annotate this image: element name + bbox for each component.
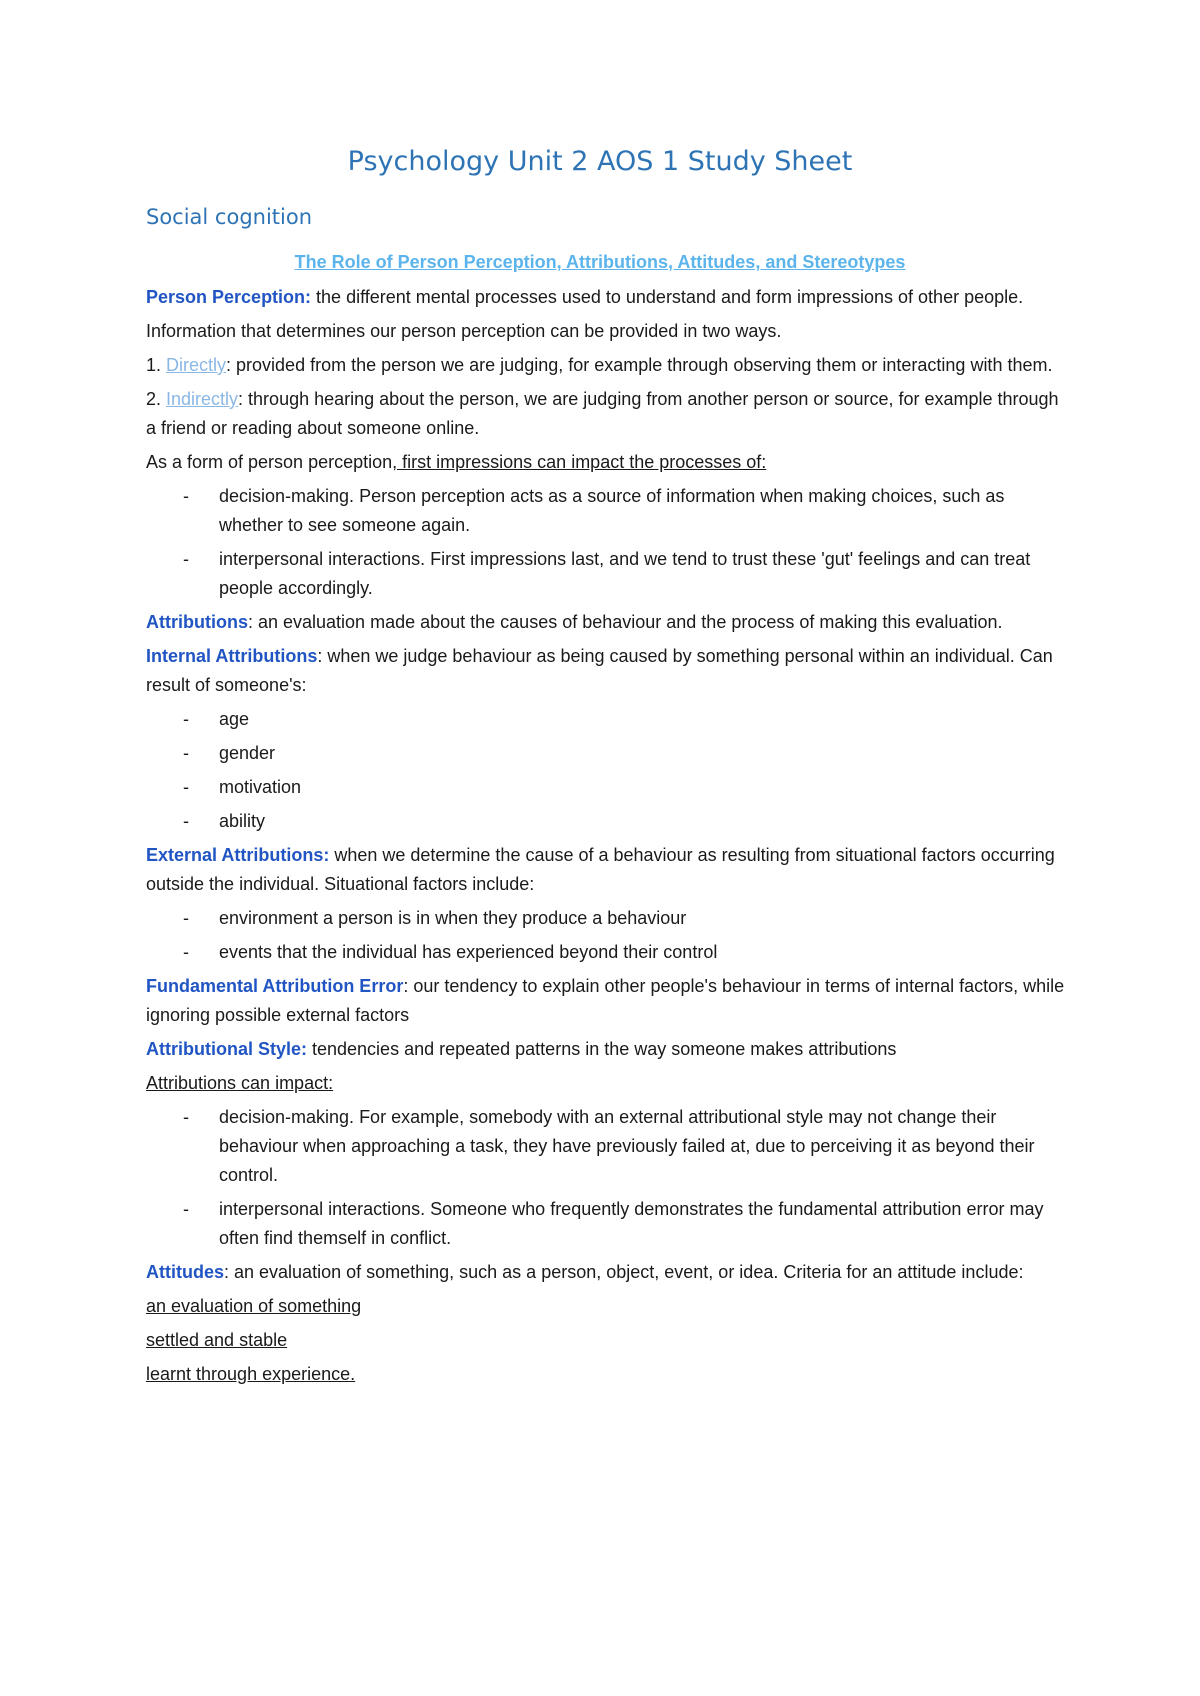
term-fae: Fundamental Attribution Error [146, 976, 404, 996]
fae-definition: Fundamental Attribution Error: our tendency to explain other people's behaviour in terms of internal factors, while ignoring possible external factors [146, 976, 1065, 1025]
internal-attributions-definition: Internal Attributions: when we judge behaviour as being caused by something personal within an individual. Can result of someone's: [146, 646, 1053, 695]
indirectly-item: 2. Indirectly: through hearing about the person, we are judging from another person or source, for example through a friend or reading about someone online. [146, 389, 1059, 438]
list-item: - environment a person is in when they produce a behaviour [146, 904, 1066, 933]
first-impressions-intro: As a form of person perception, first impressions can impact the processes of: [146, 452, 767, 472]
attributions-definition: Attributions: an evaluation made about the causes of behaviour and the process of making this evaluation. [146, 612, 1003, 632]
criteria-item: an evaluation of something [146, 1296, 362, 1316]
dash-bullet: - [183, 1199, 189, 1219]
list-item: - age [146, 705, 1066, 734]
list-item: - decision-making. Person perception acts as a source of information when making choices, such as whether to see someone again. [146, 482, 1066, 540]
impact-heading: Attributions can impact: [146, 1073, 334, 1093]
term-internal-attributions: Internal Attributions [146, 646, 318, 666]
dash-bullet: - [183, 486, 189, 506]
dash-bullet: - [183, 811, 189, 831]
document-title: Psychology Unit 2 AOS 1 Study Sheet [347, 146, 853, 177]
external-attributions-definition: External Attributions: when we determine the cause of a behaviour as resulting from situational factors occurring outside the individual. Situational factors include: [146, 845, 1055, 894]
attitudes-definition: Attitudes: an evaluation of something, such as a person, object, event, or idea. Criteria for an attitude include: [146, 1262, 1024, 1282]
list-item: - events that the individual has experienced beyond their control [146, 938, 1066, 967]
person-perception-definition: Person Perception: the different mental processes used to understand and form impressions of other people. [146, 287, 1024, 307]
directly-item: 1. Directly: provided from the person we are judging, for example through observing them or interacting with them. [146, 355, 1053, 375]
criteria-item: learnt through experience. [146, 1364, 356, 1384]
criteria-item: settled and stable [146, 1330, 288, 1350]
list-item: - interpersonal interactions. Someone who frequently demonstrates the fundamental attribution error may often find themself in conflict. [146, 1195, 1066, 1253]
dash-bullet: - [183, 743, 189, 763]
directly-link[interactable]: Directly [166, 355, 227, 375]
document-body [146, 283, 1066, 1394]
list-item: - interpersonal interactions. First impressions last, and we tend to trust these 'gut' feelings and can treat people accordingly. [146, 545, 1066, 603]
term-external-attributions: External Attributions: [146, 845, 330, 865]
info-intro: Information that determines our person perception can be provided in two ways. [146, 321, 782, 341]
dash-bullet: - [183, 709, 189, 729]
dash-bullet: - [183, 942, 189, 962]
term-attributions: Attributions [146, 612, 248, 632]
dash-bullet: - [183, 1107, 189, 1127]
dash-bullet: - [183, 777, 189, 797]
list-item: - motivation [146, 773, 1066, 802]
section-subtitle: The Role of Person Perception, Attributions, Attitudes, and Stereotypes [294, 252, 906, 272]
attributional-style-definition: Attributional Style: tendencies and repeated patterns in the way someone makes attributions [146, 1039, 897, 1059]
dash-bullet: - [183, 549, 189, 569]
section-heading: Social cognition [146, 205, 313, 229]
list-item: - ability [146, 807, 1066, 836]
dash-bullet: - [183, 908, 189, 928]
list-item: - decision-making. For example, somebody with an external attributional style may not change their behaviour when approaching a task, they have previously failed at, due to perceiving it as beyond their control. [146, 1103, 1066, 1190]
term-attributional-style: Attributional Style: [146, 1039, 307, 1059]
term-person-perception: Person Perception: [146, 287, 312, 307]
indirectly-link[interactable]: Indirectly [166, 389, 239, 409]
list-item: - gender [146, 739, 1066, 768]
term-attitudes: Attitudes [146, 1262, 224, 1282]
